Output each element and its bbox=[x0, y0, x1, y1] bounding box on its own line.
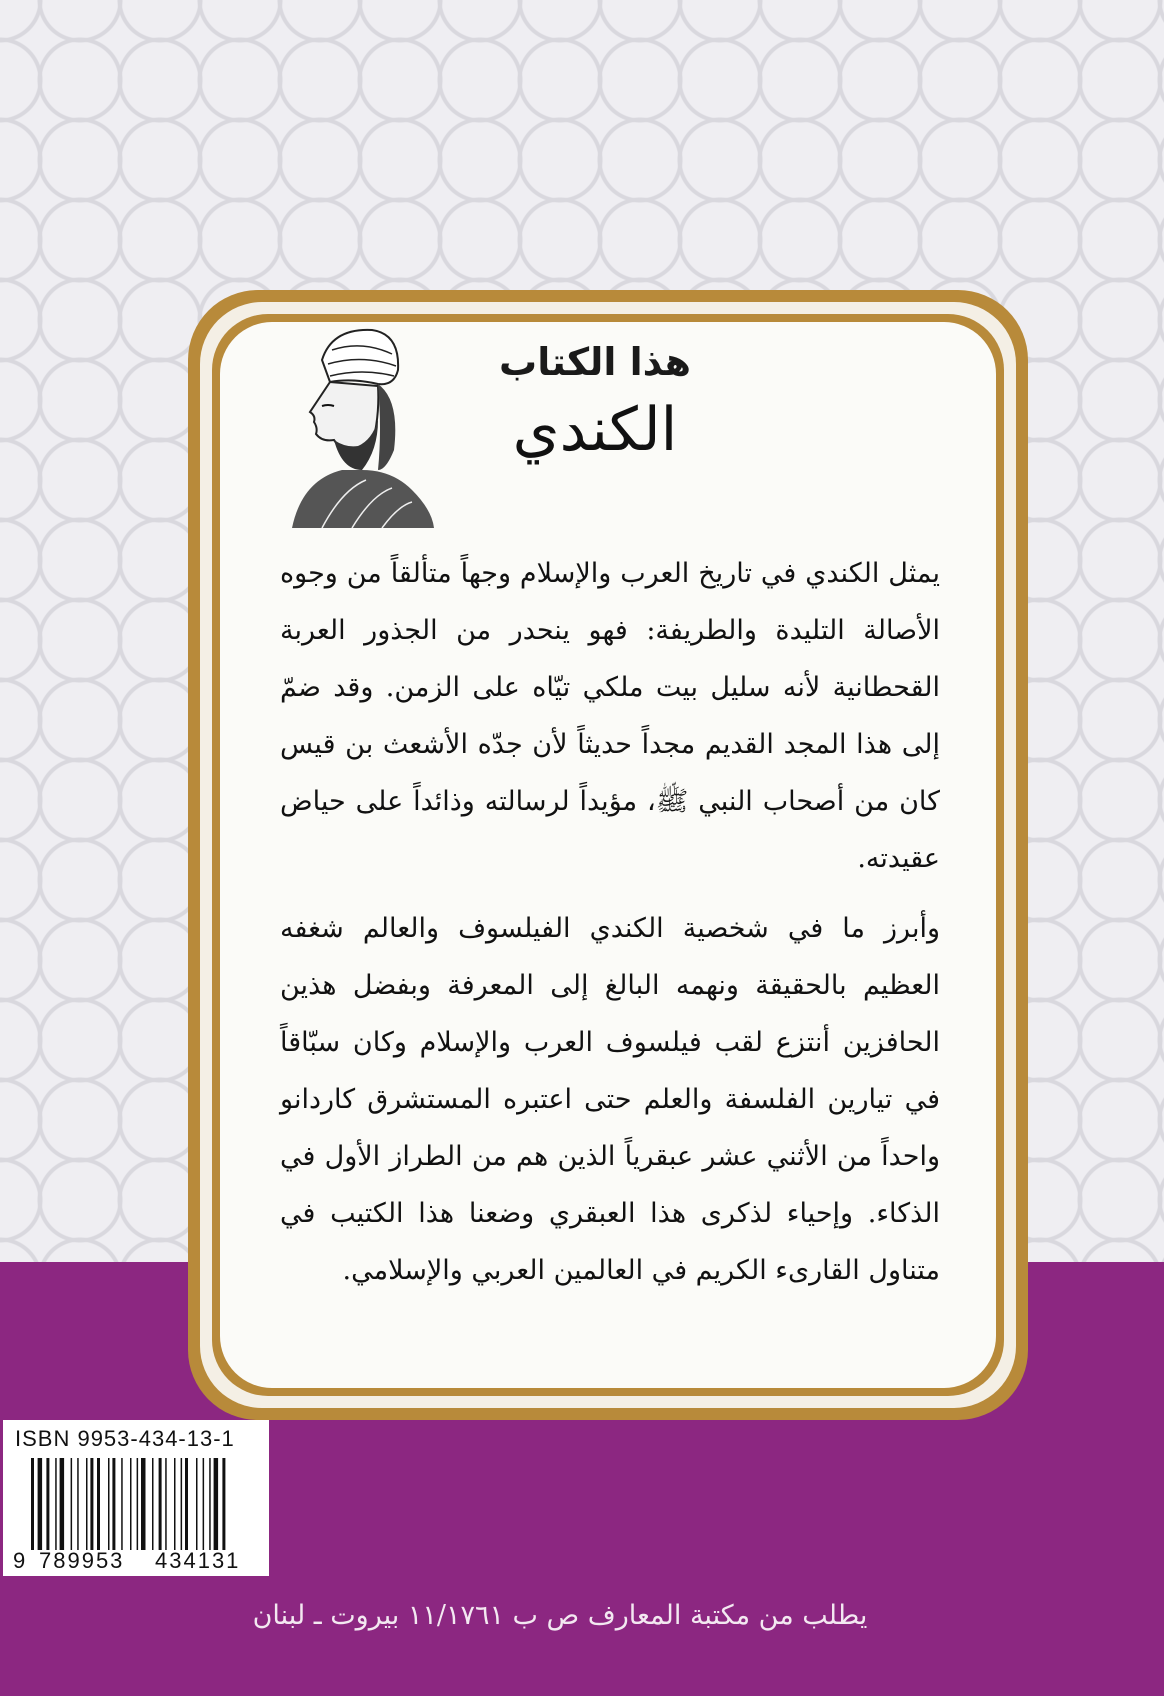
publisher-footer: يطلب من مكتبة المعارف ص ب ١١/١٧٦١ بيروت ـ لبنان bbox=[252, 1600, 868, 1631]
barcode-digits-right: 434131 bbox=[155, 1548, 241, 1573]
barcode-digit-first: 9 bbox=[13, 1548, 26, 1573]
isbn-barcode-label bbox=[3, 1420, 269, 1576]
description-paragraph-1: يمثل الكندي في تاريخ العرب والإسلام وجهاً متألقاً من وجوه الأصالة التليدة والطريفة: فهو ينحدر من الجذور العربة القحطانية لأنه سليل بيت ملكي تيّاه على الزمن. وقد ضمّ إلى هذا المجد القديم مجداً حديثاً لأن جدّه الأشعث بن قيس كان من أصحاب النبي ﷺ، مؤيداً لرسالته وذائداً على حياض عقيدته. bbox=[280, 558, 940, 874]
barcode-digits-left: 789953 bbox=[39, 1548, 125, 1573]
scholar-portrait-icon bbox=[282, 320, 434, 528]
book-title: الكندي bbox=[512, 395, 678, 465]
section-label: هذا الكتاب bbox=[499, 340, 691, 384]
description-paragraph-2: وأبرز ما في شخصية الكندي الفيلسوف والعالم شغفه العظيم بالحقيقة ونهمه البالغ إلى المعرفة وبفضل هذين الحافزين أنتزع لقب فيلسوف العرب والإسلام وكان سبّاقاً في تيارين الفلسفة والعلم حتى اعتبره المستشرق كاردانو واحداً من الأثني عشر عبقرياً الذين هم من الطراز الأول في الذكاء. وإحياء لذكرى هذا العبقري وضعنا هذا الكتيب في متناول القارىء الكريم في العالمين العربي والإسلامي. bbox=[280, 913, 940, 1286]
isbn-number: ISBN 9953-434-13-1 bbox=[15, 1426, 235, 1451]
barcode-icon bbox=[31, 1458, 263, 1550]
